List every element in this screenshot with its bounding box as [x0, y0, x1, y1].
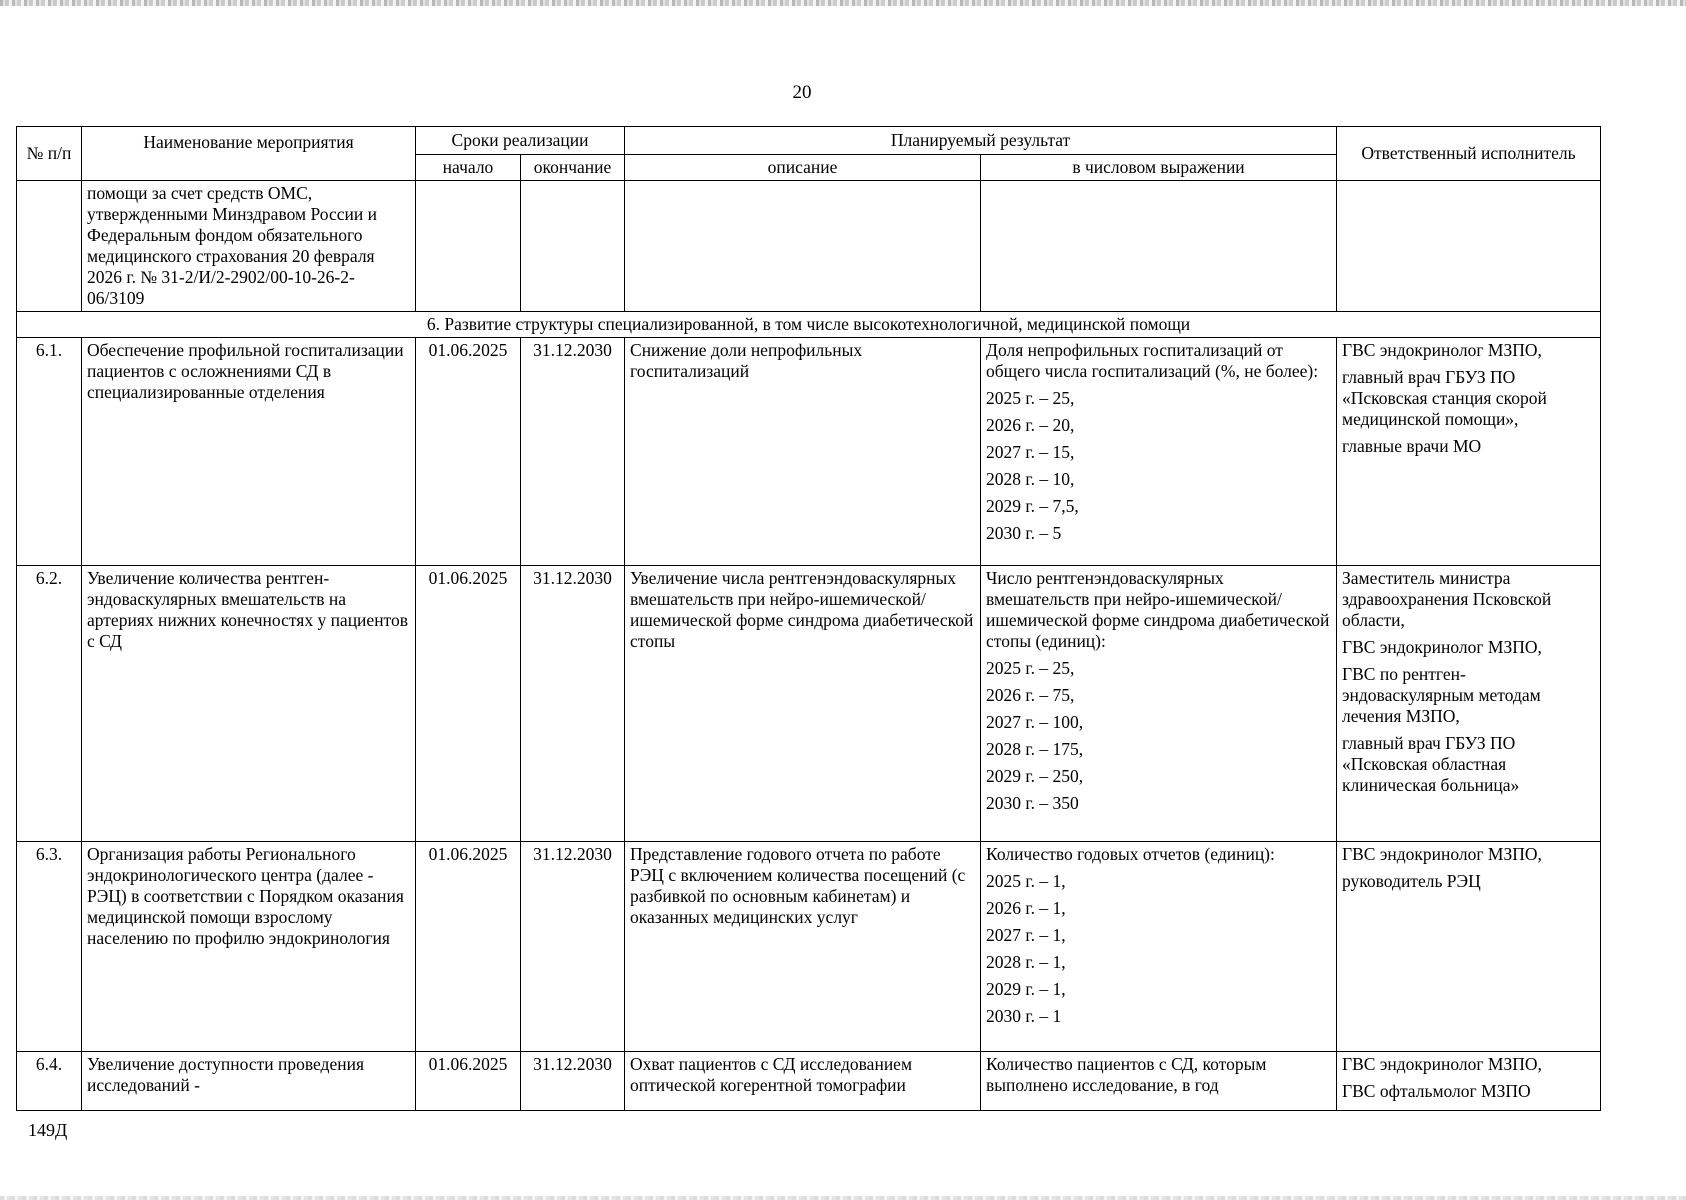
numeric-line: 2029 г. – 1, [986, 979, 1066, 999]
numeric-line: Число рентгенэндоваскулярных вмешательств при нейро-ишемической/ишемической форме синдрома диабетической стопы (единиц): [986, 568, 1330, 651]
table-row [17, 338, 1601, 566]
cell-description: Охват пациентов с СД исследованием оптической когерентной томографии [625, 1052, 981, 1111]
responsible-line: главный врач ГБУЗ ПО «Псковская областная клиническая больница» [1342, 733, 1520, 795]
numeric-line: 2026 г. – 75, [986, 685, 1075, 705]
cell-description: Снижение доли непрофильных госпитализаций [625, 338, 981, 566]
col-header-responsible: Ответственный исполнитель [1337, 127, 1601, 181]
document-code: 149Д [28, 1120, 68, 1140]
cell-start: 01.06.2025 [416, 566, 521, 842]
cell-start [416, 181, 521, 312]
numeric-line: Количество годовых отчетов (единиц): [986, 844, 1275, 864]
responsible-line: главный врач ГБУЗ ПО «Псковская станция скорой медицинской помощи», [1342, 367, 1547, 429]
numeric-line: Количество пациентов с СД, которым выполнено исследование, в год [986, 1054, 1267, 1095]
table-row [17, 1052, 1601, 1111]
numeric-line: 2025 г. – 25, [986, 388, 1075, 408]
numeric-line: 2025 г. – 1, [986, 871, 1066, 891]
cell-name: Организация работы Регионального эндокринологического центра (далее - РЭЦ) в соответствии с Порядком оказания медицинской помощи взрослому населению по профилю эндокринология [82, 842, 416, 1052]
numeric-line: Доля непрофильных госпитализаций от общего числа госпитализаций (%, не более): [986, 340, 1319, 381]
col-header-num: № п/п [17, 127, 82, 181]
cell-end: 31.12.2030 [521, 842, 625, 1052]
responsible-line: ГВС эндокринолог МЗПО, [1342, 844, 1542, 864]
cell-end: 31.12.2030 [521, 338, 625, 566]
table-row [17, 566, 1601, 842]
cell-description [625, 181, 981, 312]
cell-num: 6.4. [17, 1052, 82, 1111]
numeric-line: 2026 г. – 1, [986, 898, 1066, 918]
numeric-line: 2028 г. – 1, [986, 952, 1066, 972]
cell-numeric [981, 338, 1337, 566]
table-row [17, 842, 1601, 1052]
numeric-line: 2027 г. – 15, [986, 442, 1075, 462]
cell-name: Увеличение доступности проведения исследований - [82, 1052, 416, 1111]
numeric-line: 2027 г. – 1, [986, 925, 1066, 945]
cell-end [521, 181, 625, 312]
cell-responsible [1337, 1052, 1601, 1111]
responsible-line: ГВС эндокринолог МЗПО, [1342, 1054, 1542, 1074]
cell-numeric [981, 1052, 1337, 1111]
responsible-line: ГВС эндокринолог МЗПО, [1342, 637, 1542, 657]
col-header-description: описание [625, 155, 981, 181]
col-header-result: Планируемый результат [625, 127, 1337, 155]
scan-edge-bottom [0, 1196, 1686, 1200]
cell-responsible [1337, 338, 1601, 566]
cell-numeric [981, 181, 1337, 312]
cell-name: Увеличение количества рентген-эндоваскулярных вмешательств на артериях нижних конечностях у пациентов с СД [82, 566, 416, 842]
cell-responsible [1337, 842, 1601, 1052]
cell-start: 01.06.2025 [416, 1052, 521, 1111]
responsible-line: ГВС по рентген-эндоваскулярным методам лечения МЗПО, [1342, 664, 1541, 726]
numeric-line: 2029 г. – 250, [986, 766, 1084, 786]
numeric-line: 2026 г. – 20, [986, 415, 1075, 435]
numeric-line: 2027 г. – 100, [986, 712, 1084, 732]
cell-description: Увеличение числа рентгенэндоваскулярных вмешательств при нейро-ишемической/ишемической форме синдрома диабетической стопы [625, 566, 981, 842]
numeric-line: 2030 г. – 5 [986, 523, 1062, 543]
cell-numeric [981, 566, 1337, 842]
scan-edge-top [0, 0, 1686, 6]
cell-num: 6.1. [17, 338, 82, 566]
numeric-line: 2028 г. – 10, [986, 469, 1075, 489]
cell-num: 6.3. [17, 842, 82, 1052]
cell-responsible [1337, 181, 1601, 312]
cell-start: 01.06.2025 [416, 338, 521, 566]
col-header-period: Сроки реализации [416, 127, 625, 155]
numeric-line: 2030 г. – 1 [986, 1006, 1062, 1026]
table-header-row-1 [17, 127, 1601, 155]
col-header-start: начало [416, 155, 521, 181]
responsible-line: ГВС эндокринолог МЗПО, [1342, 340, 1542, 360]
table-row-continuation [17, 181, 1601, 312]
cell-end: 31.12.2030 [521, 566, 625, 842]
section-row [17, 312, 1601, 338]
responsible-line: главные врачи МО [1342, 436, 1482, 456]
col-header-numeric: в числовом выражении [981, 155, 1337, 181]
numeric-line: 2030 г. – 350 [986, 793, 1079, 813]
numeric-line: 2028 г. – 175, [986, 739, 1084, 759]
cell-name: Обеспечение профильной госпитализации пациентов с осложнениями СД в специализированные отделения [82, 338, 416, 566]
page-number: 20 [792, 82, 812, 103]
cell-start: 01.06.2025 [416, 842, 521, 1052]
numeric-line: 2025 г. – 25, [986, 658, 1075, 678]
col-header-name: Наименование мероприятия [82, 127, 416, 181]
responsible-line: руководитель РЭЦ [1342, 871, 1481, 891]
responsible-line: Заместитель министра здравоохранения Псковской области, [1342, 568, 1552, 630]
cell-num [17, 181, 82, 312]
responsible-line: ГВС офтальмолог МЗПО [1342, 1081, 1531, 1101]
cell-end: 31.12.2030 [521, 1052, 625, 1111]
cell-responsible [1337, 566, 1601, 842]
cell-numeric [981, 842, 1337, 1052]
cell-description: Представление годового отчета по работе РЭЦ с включением количества посещений (с разбивкой по основным кабинетам) и оказанных медицинских услуг [625, 842, 981, 1052]
col-header-end: окончание [521, 155, 625, 181]
numeric-line: 2029 г. – 7,5, [986, 496, 1079, 516]
cell-num: 6.2. [17, 566, 82, 842]
action-plan-table [16, 126, 1601, 1111]
section-title: 6. Развитие структуры специализированной, в том числе высокотехнологичной, медицинской помощи [17, 312, 1601, 338]
cell-name: помощи за счет средств ОМС, утвержденными Минздравом России и Федеральным фондом обязательного медицинского страхования 20 февраля 2026 г. № 31-2/И/2-2902/00-10-26-2-06/3109 [82, 181, 416, 312]
